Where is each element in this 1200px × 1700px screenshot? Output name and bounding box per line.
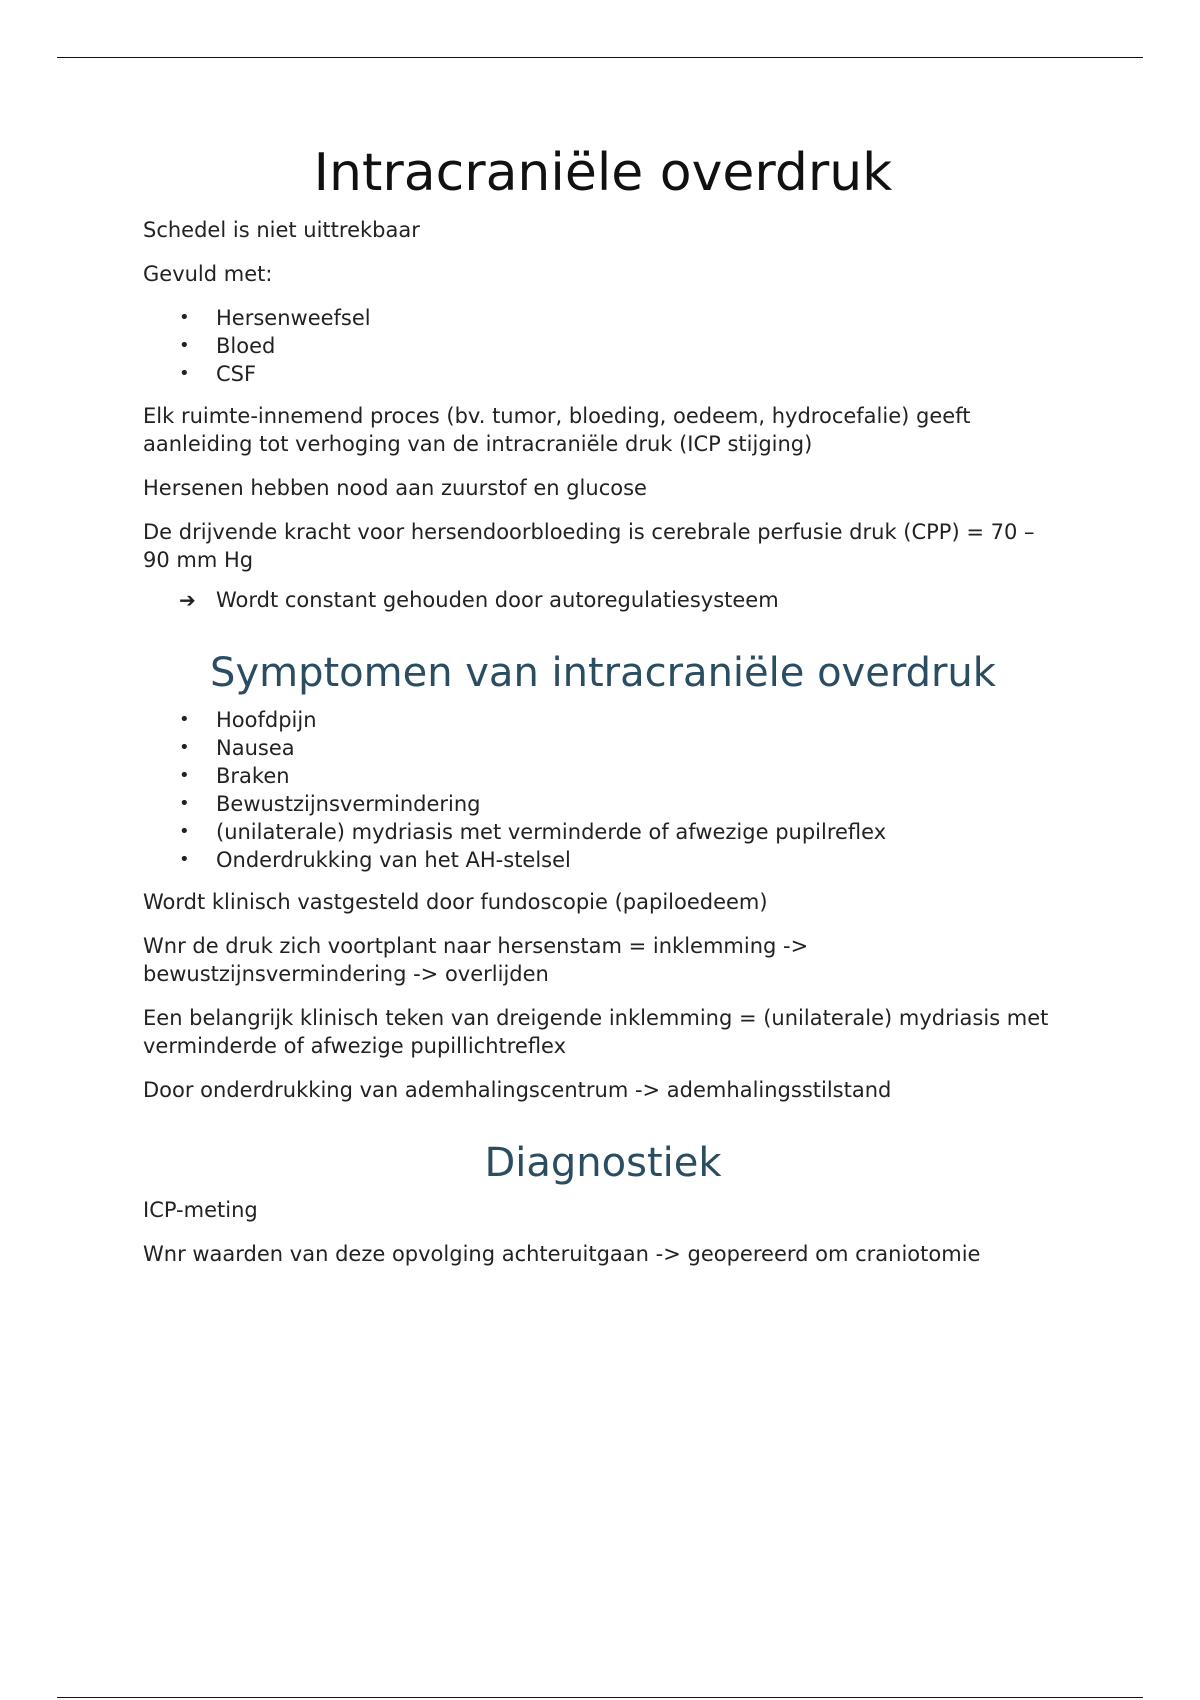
bullet-list-fill <box>143 304 1063 388</box>
paragraph: Schedel is niet uittrekbaar <box>143 218 420 242</box>
bullet-icon: • <box>179 737 190 758</box>
bullet-icon: • <box>179 821 190 842</box>
bullet-icon: • <box>179 307 190 328</box>
arrow-note: ➔ Wordt constant gehouden door autoregulatiesysteem <box>179 588 779 612</box>
section-heading-diagnostics: Diagnostiek <box>484 1140 722 1186</box>
list-item: • Hersenweefsel <box>179 306 371 330</box>
page-title: Intracraniële overdruk <box>313 143 893 203</box>
document-page <box>143 138 1063 1284</box>
footer-rule <box>57 1697 1143 1698</box>
paragraph: Een belangrijk klinisch teken van dreigende inklemming = (unilaterale) mydriasis met verminderde of afwezige pupillichtreflex <box>143 1006 1049 1058</box>
bullet-icon: • <box>179 793 190 814</box>
list-item: • Bloed <box>179 334 276 358</box>
section-heading-symptoms: Symptomen van intracraniële overdruk <box>210 650 996 696</box>
header-rule <box>57 57 1143 58</box>
arrow-right-icon: ➔ <box>179 588 196 612</box>
paragraph: Wnr de druk zich voortplant naar hersenstam = inklemming -> bewustzijnsvermindering -> overlijden <box>143 934 809 986</box>
bullet-icon: • <box>179 335 190 356</box>
bullet-icon: • <box>179 849 190 870</box>
paragraph: Hersenen hebben nood aan zuurstof en glucose <box>143 476 647 500</box>
bullet-list-symptoms <box>143 706 1063 874</box>
bullet-icon: • <box>179 363 190 384</box>
paragraph: De drijvende kracht voor hersendoorbloeding is cerebrale perfusie druk (CPP) = 70 – 90 mm Hg <box>143 520 1035 572</box>
list-item: • Nausea <box>179 736 295 760</box>
list-item: • Onderdrukking van het AH-stelsel <box>179 848 571 872</box>
paragraph: Gevuld met: <box>143 262 273 286</box>
list-item: • (unilaterale) mydriasis met verminderde of afwezige pupilreflex <box>179 820 887 844</box>
paragraph: ICP-meting <box>143 1198 258 1222</box>
bullet-icon: • <box>179 765 190 786</box>
list-item: • Bewustzijnsvermindering <box>179 792 481 816</box>
list-item: • CSF <box>179 362 257 386</box>
list-item: • Hoofdpijn <box>179 708 317 732</box>
bullet-icon: • <box>179 709 190 730</box>
paragraph: Wordt klinisch vastgesteld door fundoscopie (papiloedeem) <box>143 890 768 914</box>
paragraph: Door onderdrukking van ademhalingscentrum -> ademhalingsstilstand <box>143 1078 892 1102</box>
list-item: • Braken <box>179 764 290 788</box>
paragraph: Elk ruimte-innemend proces (bv. tumor, bloeding, oedeem, hydrocefalie) geeft aanleiding tot verhoging van de intracraniële druk (ICP stijging) <box>143 404 971 456</box>
paragraph: Wnr waarden van deze opvolging achteruitgaan -> geopereerd om craniotomie <box>143 1242 981 1266</box>
